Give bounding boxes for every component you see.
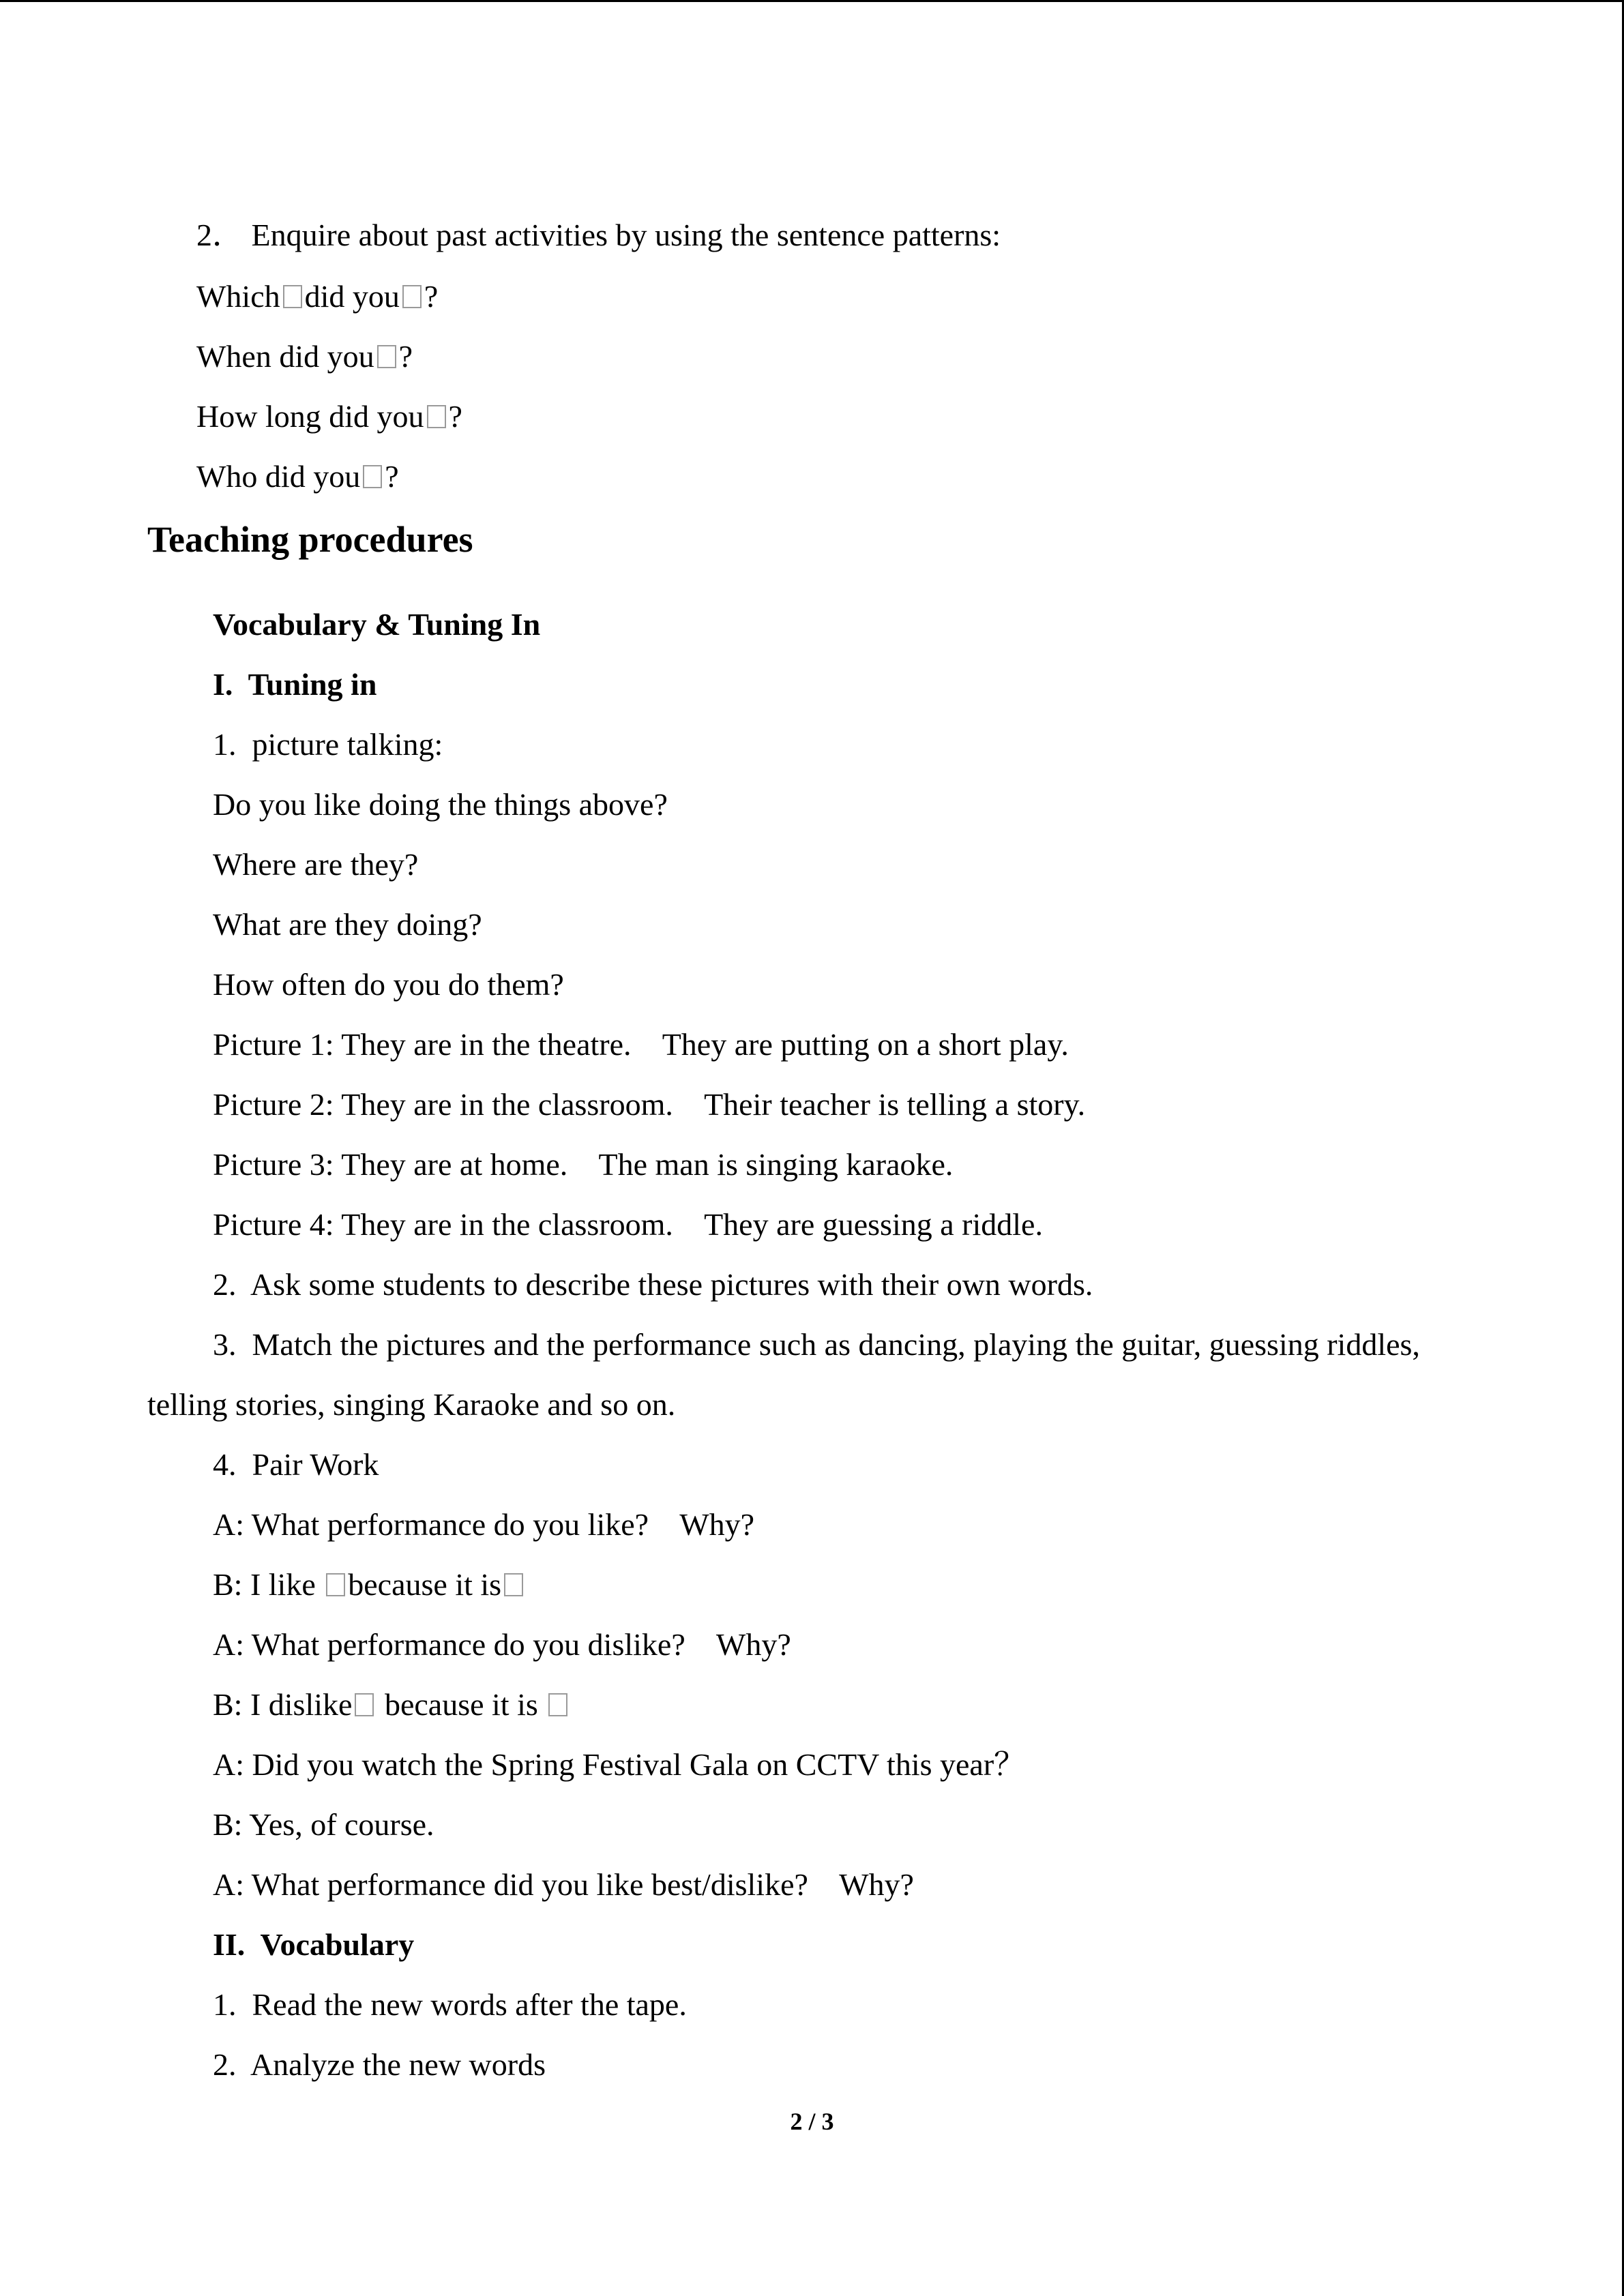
picture-description: Picture 1: They are in the theatre. They are putting on a short play. xyxy=(213,1027,1069,1062)
blank-box xyxy=(402,285,422,308)
question: How often do you do them? xyxy=(213,967,564,1002)
step-3-line-1: 3. Match the pictures and the performance such as dancing, playing the guitar, guessing riddles, xyxy=(213,1327,1420,1362)
dialogue-line: A: Did you watch the Spring Festival Gala on CCTV this year？ xyxy=(213,1747,1026,1782)
blank-box xyxy=(377,345,396,368)
section-title: Vocabulary & Tuning In xyxy=(213,607,541,642)
step-1: 1. picture talking: xyxy=(213,727,443,762)
objective-item-2: 2． Enquire about past activities by using the sentence patterns: xyxy=(196,218,1001,252)
vocab-step: 2. Analyze the new words xyxy=(213,2047,546,2082)
dialogue-line: A: What performance did you like best/dislike? Why? xyxy=(213,1867,914,1902)
dialogue-line: B: I like because it is xyxy=(213,1569,526,1600)
picture-description: Picture 4: They are in the classroom. They are guessing a riddle. xyxy=(213,1207,1043,1242)
pattern-how-long: How long did you ? xyxy=(196,399,462,434)
vocab-step: 1. Read the new words after the tape. xyxy=(213,1987,687,2022)
teaching-procedures-heading: Teaching procedures xyxy=(147,519,473,560)
dialogue-line: B: Yes, of course. xyxy=(213,1807,434,1842)
step-3-line-2: telling stories, singing Karaoke and so on. xyxy=(147,1387,676,1422)
top-border xyxy=(0,0,1624,2)
blank-box xyxy=(326,1573,345,1596)
picture-description: Picture 3: They are at home. The man is singing karaoke. xyxy=(213,1147,954,1182)
pattern-who: Who did you ? xyxy=(196,459,399,494)
dialogue-line: B: I dislike because it is xyxy=(213,1689,570,1720)
blank-box xyxy=(548,1693,567,1716)
question: Do you like doing the things above? xyxy=(213,787,668,822)
page-number: 2 / 3 xyxy=(790,2108,834,2135)
step-2: 2. Ask some students to describe these pictures with their own words. xyxy=(213,1267,1093,1302)
dialogue-line: A: What performance do you dislike? Why? xyxy=(213,1627,791,1662)
pattern-which: Which did you ? xyxy=(196,279,439,314)
part2-title: II. Vocabulary xyxy=(213,1927,415,1962)
blank-box xyxy=(283,285,302,308)
question: What are they doing? xyxy=(213,907,482,942)
blank-box xyxy=(504,1573,523,1596)
question: Where are they? xyxy=(213,847,419,882)
blank-box xyxy=(363,465,382,488)
part1-title: I. Tuning in xyxy=(213,667,377,702)
pattern-when: When did you ? xyxy=(196,339,413,374)
blank-box xyxy=(427,405,446,428)
step-4: 4. Pair Work xyxy=(213,1447,379,1482)
dialogue-line: A: What performance do you like? Why? xyxy=(213,1507,755,1542)
blank-box xyxy=(355,1693,374,1716)
picture-description: Picture 2: They are in the classroom. Their teacher is telling a story. xyxy=(213,1087,1086,1122)
